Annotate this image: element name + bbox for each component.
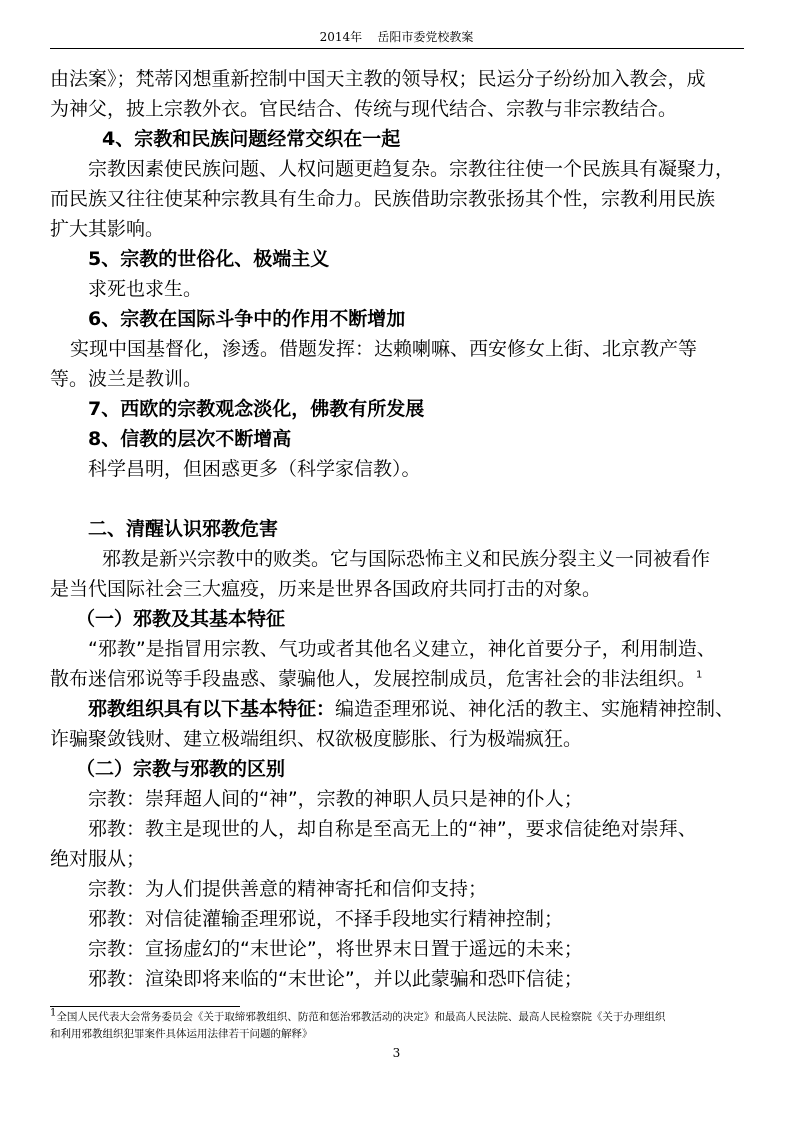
text-line: 宗教因素使民族问题、人权问题更趋复杂。宗教往往使一个民族具有凝聚力， xyxy=(88,158,735,180)
footnote-marker: 1 xyxy=(50,1007,57,1019)
text-line: 散布迷信邪说等手段蛊惑、蒙骗他人，发展控制成员，危害社会的非法组织。$^1$ xyxy=(50,668,703,690)
text-line: 求死也求生。 xyxy=(88,278,203,300)
heading-line: （一）邪教及其基本特征 xyxy=(76,608,286,630)
text-line: 宗教：崇拜超人间的“神”，宗教的神职人员只是神的仆人； xyxy=(88,788,583,810)
header-divider xyxy=(50,48,744,49)
text-line: 科学昌明，但困惑更多（科学家信教）。 xyxy=(88,458,421,480)
footnote-ref: 1 xyxy=(696,669,703,681)
text-line: 实现中国基督化，渗透。借题发挥：达赖喇嘛、西安修女上街、北京教产等 xyxy=(70,338,698,360)
footnote-line-2: 和利用邪教组织犯罪案件具体运用法律若干问题的解释》 xyxy=(50,1028,313,1040)
text-line: 是当代国际社会三大瘟疫，历来是世界各国政府共同打击的对象。 xyxy=(50,578,602,600)
text-line: 绝对服从； xyxy=(50,848,146,870)
text-line: 宗教：宣扬虚幻的“末世论”，将世界末日置于遥远的未来； xyxy=(88,938,583,960)
heading-line: 4、宗教和民族问题经常交织在一起 xyxy=(102,128,401,150)
text-line: 扩大其影响。 xyxy=(50,218,165,240)
heading-line: 6、宗教在国际斗争中的作用不断增加 xyxy=(88,308,406,330)
body-text xyxy=(50,64,750,994)
page-number: 3 xyxy=(392,1046,401,1060)
heading-line: （二）宗教与邪教的区别 xyxy=(76,758,286,780)
footnote-divider xyxy=(50,1006,240,1007)
text-line: 邪教是新兴宗教中的败类。它与国际恐怖主义和民族分裂主义一同被看作 xyxy=(102,548,711,570)
text-line: 而民族又往往使某种宗教具有生命力。民族借助宗教张扬其个性，宗教利用民族 xyxy=(50,188,716,210)
footnote-line-1: $^1$全国人民代表大会常务委员会《关于取缔邪教组织、防范和惩治邪教活动的决定》和最高人民法院、最高人民检察院《关于办理组织 xyxy=(50,1007,666,1023)
text-line: 宗教：为人们提供善意的精神寄托和信仰支持； xyxy=(88,878,488,900)
heading-line: 二、清醒认识邪教危害 xyxy=(88,518,279,540)
heading-line: 7、西欧的宗教观念淡化，佛教有所发展 xyxy=(88,398,425,420)
text-line: 由法案》；梵蒂冈想重新控制中国天主教的领导权；民运分子纷纷加入教会，成 xyxy=(50,68,706,90)
header-school: 岳阳市委党校教案 xyxy=(377,30,474,44)
header-year: 2014年 xyxy=(319,30,363,44)
text-line: “邪教”是指冒用宗教、气功或者其他名义建立，神化首要分子，利用制造、 xyxy=(88,638,716,660)
heading-line: 8、信教的层次不断增高 xyxy=(88,428,292,450)
text-line: 等。波兰是教训。 xyxy=(50,368,203,390)
heading-line: 邪教组织具有以下基本特征：编造歪理邪说、神化活的教主、实施精神控制、 xyxy=(88,698,735,720)
heading-line: 5、宗教的世俗化、极端主义 xyxy=(88,248,330,270)
page-header xyxy=(0,28,793,45)
text-line: 为神父，披上宗教外衣。官民结合、传统与现代结合、宗教与非宗教结合。 xyxy=(50,98,678,120)
text-line: 邪教：渲染即将来临的“末世论”，并以此蒙骗和恐吓信徒； xyxy=(88,968,583,990)
blank-line xyxy=(50,484,750,514)
text-line: 邪教：教主是现世的人，却自称是至高无上的“神”，要求信徒绝对崇拜、 xyxy=(88,818,697,840)
text-line: 诈骗聚敛钱财、建立极端组织、权欲极度膨胀、行为极端疯狂。 xyxy=(50,728,583,750)
text-line: 邪教：对信徒灌输歪理邪说，不择手段地实行精神控制； xyxy=(88,908,564,930)
footnote xyxy=(50,1009,750,1043)
